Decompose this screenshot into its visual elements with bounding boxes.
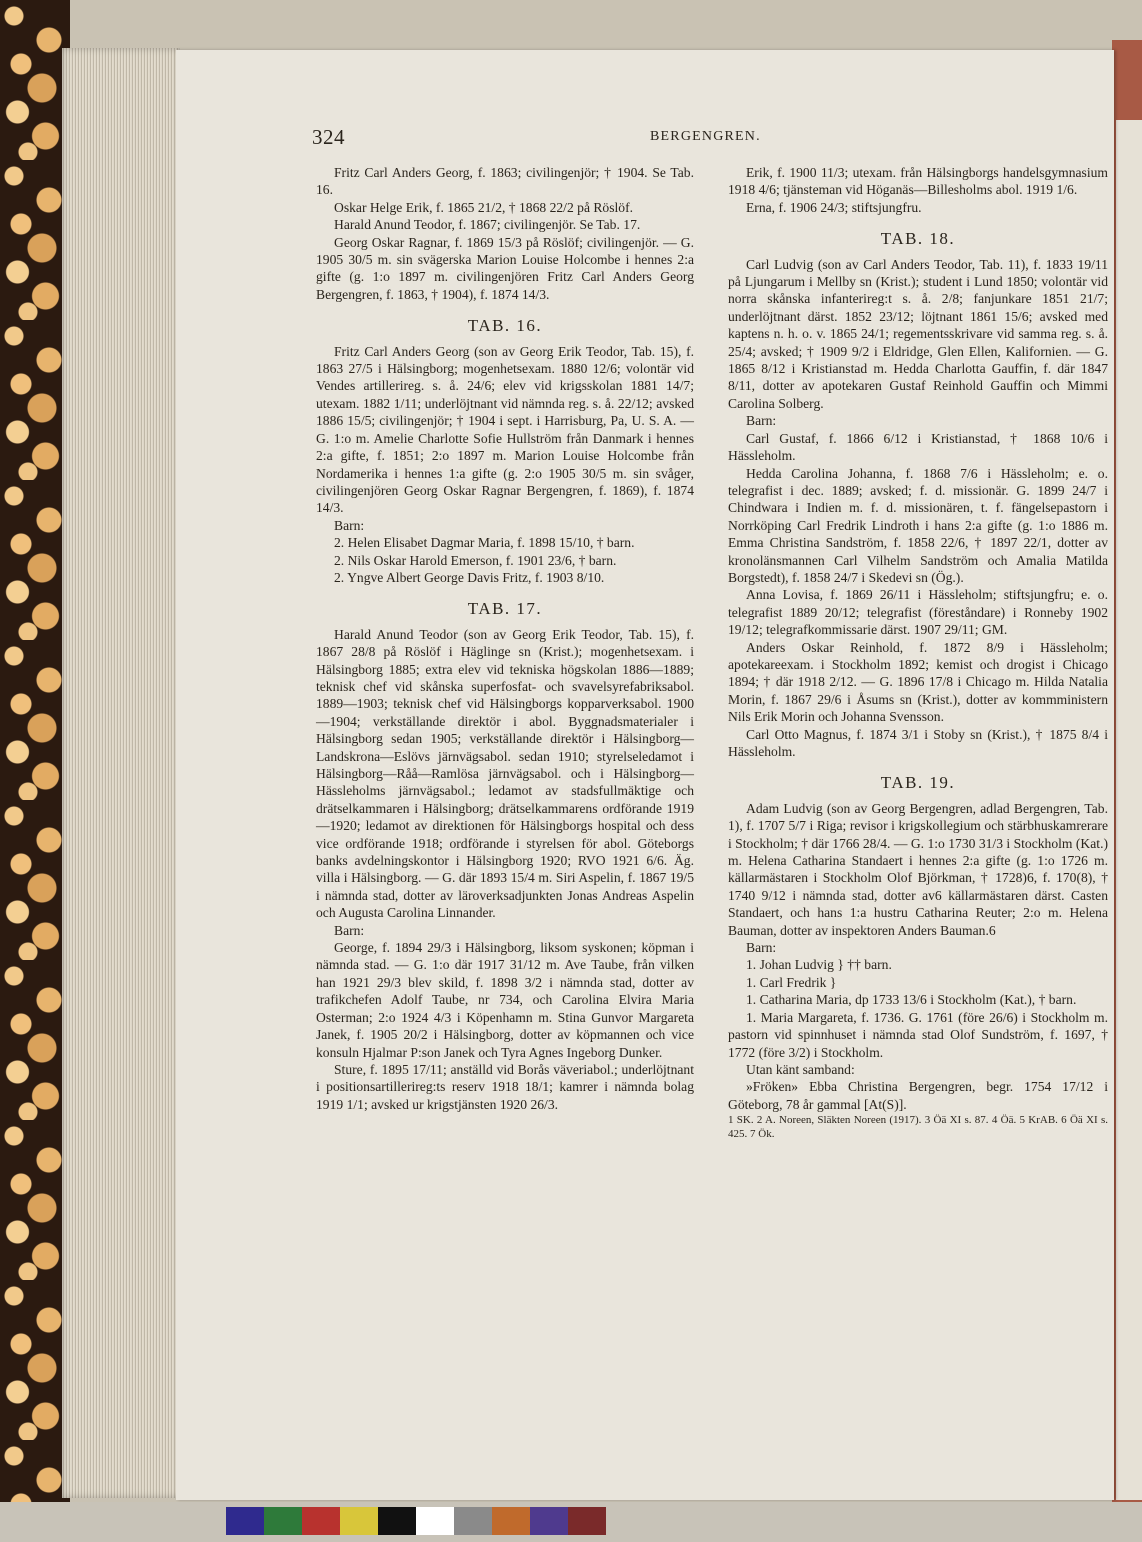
entry-tab19-adam-ludvig: Adam Ludvig (son av Georg Bergengren, adlad Bergengren, Tab. 1), f. 1707 5/7 i Riga; revisor i krigskollegium och stärbhuskamrerare i Stockholm; † där 1766 28/4. — G. 1:o 1730 31/3 i Stockholm (Kat.) m. Helena Catharina Standaert i hennes 2:a gifte (g. 1:o 1726 m. källarmästaren i Stockholm Olof Björkman, † 1728)6, f. 170(8), † 1740 9/12 i nämnda stad, dotter av6 källarmästaren därst. Casten Standaert, och hans 1:a hustru Catharina Reuter; 2:o m. Helena Bauman, dotter av inspektoren Anders Bauman.6	[728, 800, 1108, 938]
book-page	[176, 50, 1114, 1500]
entry-harald-brief: Harald Anund Teodor, f. 1867; civilingenjör. Se Tab. 17.	[334, 217, 641, 233]
calibration-swatch	[340, 1507, 378, 1535]
section-heading-tab19: TAB. 19.	[880, 773, 956, 793]
entry-ebba-christina: »Fröken» Ebba Christina Bergengren, begr. 1754 17/12 i Göteborg, 78 år gammal [At(S)].	[728, 1079, 1108, 1112]
child-carl-otto: Carl Otto Magnus, f. 1874 3/1 i Stoby sn (Krist.), † 1875 8/4 i Hässleholm.	[728, 726, 1108, 759]
page-edges	[62, 48, 180, 1498]
child-hedda: Hedda Carolina Johanna, f. 1868 7/6 i Hässleholm; e. o. telegrafist i dec. 1889; avsked; f. d. missionär. G. 1899 24/7 i Chindwara i Indien m. f. d. missionären, t. f. fängelsepastorn i Norrköping Carl Fredrik Lindroth i hans 2:a gifte (g. 1:o 1886 m. Emma Christina Sandström, f. 1858 22/6, † 1897 22/1, dotter av kronolänsmannen Carl Vilhelm Sandström och Amalia Matilda Borgstedt), f. 1858 24/7 i Skedevi sn (Ög.).	[728, 465, 1108, 585]
child-yngve: 2. Yngve Albert George Davis Fritz, f. 1903 8/10.	[334, 569, 605, 585]
calibration-swatch	[302, 1507, 340, 1535]
child-carl-fredrik: 1. Carl Fredrik }	[746, 974, 837, 990]
footnotes: 1 SK. 2 A. Noreen, Släkten Noreen (1917). 3 Öä XI s. 87. 4 Öä. 5 KrAB. 6 Öä XI s. 425. 7 Ök.	[728, 1114, 1108, 1141]
child-anna-lovisa: Anna Lovisa, f. 1869 26/11 i Hässleholm; stiftsjungfru; e. o. telegrafist 1889 20/12; telegrafist (föreståndare) i Ronneby 1902 19/12; telegrafkommissarie därst. 1907 29/11; GM.	[728, 587, 1108, 638]
entry-fritz-brief: Fritz Carl Anders Georg, f. 1863; civilingenjör; † 1904. Se Tab. 16.	[316, 165, 694, 198]
child-helen: 2. Helen Elisabet Dagmar Maria, f. 1898 15/10, † barn.	[334, 535, 635, 551]
unrelated-heading: Utan känt samband:	[746, 1061, 855, 1077]
calibration-swatch	[264, 1507, 302, 1535]
child-george: George, f. 1894 29/3 i Hälsingborg, liksom syskonen; köpman i nämnda stad. — G. 1:o där 1917 31/12 m. Ave Taube, från vilken han 1921 29/3 blev skild, f. 1898 3/2 i nämnda stad, dotter av trafikchefen Adolf Taube, nr 734, och Carolina Elvira Maria Osterman; 2:o 1924 4/3 i Köpenhamn m. Stina Gunvor Margareta Janek, f. 1905 20/2 i Hälsingborg, dotter av köpmannen och vice konsuln Hjalmar P:son Janek och Tyra Agnes Ingeborg Dunker.	[316, 940, 694, 1060]
page-number: 324	[312, 125, 345, 149]
calibration-swatch	[568, 1507, 606, 1535]
child-anders-oskar: Anders Oskar Reinhold, f. 1872 8/9 i Hässleholm; apotekareexam. i Stockholm 1892; kemist och drogist i Chicago 1894; † där 1918 2/12. — G. 1896 17/8 i Chicago m. Hilda Natalia Morin, f. 1867 29/6 i Åsums sn (Krist.), dotter av kommministern Nils Erik Morin och Johanna Svensson.	[728, 639, 1108, 725]
child-erik: Erik, f. 1900 11/3; utexam. från Hälsingborgs handelsgymnasium 1918 4/6; tjänsteman vid Höganäs—Billesholms abol. 1919 1/6.	[728, 165, 1108, 198]
calibration-swatch	[492, 1507, 530, 1535]
section-heading-tab17: TAB. 17.	[467, 599, 543, 619]
entry-tab16-fritz: Fritz Carl Anders Georg (son av Georg Erik Teodor, Tab. 15), f. 1863 27/5 i Hälsingborg; mogenhetsexam. 1880 12/6; volontär vid Vendes artillerireg. s. å. 24/6; elev vid krigsskolan 1881 14/7; utexam. 1882 1/11; underlöjtnant vid nämnda reg. s. å. 22/12; avsked 1886 15/5; civilingenjör; † 1904 i sept. i Harrisburg, Pa, U. S. A. — G. 1:o m. Amelie Charlotte Sofie Hullström från Danmark i hennes 2:a gifte, f. 1851; 2:o 1897 m. Marion Louise Holcombe från Nordamerika i hennes 1:a gifte (g. 2:o 1905 30/5 m. sin svåger, civilingenjören Georg Oskar Ragnar Bergengren, f. 1869), f. 1874 14/3.	[316, 343, 694, 516]
child-carl-gustaf: Carl Gustaf, f. 1866 6/12 i Kristianstad, † 1868 10/6 i Hässleholm.	[728, 430, 1108, 464]
entry-tab18-carl-ludvig: Carl Ludvig (son av Carl Anders Teodor, Tab. 11), f. 1833 19/11 på Ljungarum i Mellby sn (Krist.); student i Lund 1850; volontär vid norra skånska infanterireg:t s. å. 2/8; fanjunkare 1851 21/7; underlöjtnant därst. 1852 23/12; löjtnant 1861 15/6; avsked med kaptens n. h. o. v. 1865 24/1; regementsskrivare vid samma reg. s. å. 25/4; avsked; † 1909 9/2 i Eldridge, Glen Ellen, Kalifornien. — G. 1865 8/12 i Kristianstad m. Hedda Charlotta Gauffin, f. där 1847 8/11, dotter av apotekaren Gustaf Reinhold Gauffin och Mimmi Carolina Solberg.	[728, 256, 1108, 411]
child-sture: Sture, f. 1895 17/11; anställd vid Borås väveriabol.; underlöjtnant i positionsartillerireg:ts reserv 1918 18/1; kamrer i nämnda bolag 1919 1/1; avsked ur krigstjänsten 1920 26/3.	[316, 1061, 694, 1112]
color-calibration-cards	[226, 1507, 606, 1535]
entry-georg-oskar: Georg Oskar Ragnar, f. 1869 15/3 på Röslöf; civilingenjör. — G. 1905 30/5 m. sin svägerska Marion Louise Holcombe i hennes 2:a gifte (g. 1:o 1897 m. civilingenjören Fritz Carl Anders Georg Bergengren, f. 1863, † 1904), f. 1874 14/3.	[316, 234, 694, 302]
calibration-swatch	[454, 1507, 492, 1535]
children-heading: Barn:	[334, 517, 365, 533]
left-column	[316, 164, 694, 1113]
child-catharina: 1. Catharina Maria, dp 1733 13/6 i Stockholm (Kat.), † barn.	[746, 992, 1077, 1008]
facing-page-strip	[1116, 120, 1142, 1500]
child-johan-ludvig: 1. Johan Ludvig } †† barn.	[746, 957, 892, 973]
child-erna: Erna, f. 1906 24/3; stiftsjungfru.	[746, 199, 922, 215]
book-cover-marbled	[0, 0, 70, 1542]
calibration-swatch	[530, 1507, 568, 1535]
child-nils: 2. Nils Oskar Harold Emerson, f. 1901 23/6, † barn.	[334, 552, 617, 568]
section-heading-tab18: TAB. 18.	[880, 229, 956, 249]
right-column	[728, 164, 1108, 1141]
child-maria-margareta: 1. Maria Margareta, f. 1736. G. 1761 (före 26/6) i Stockholm m. pastorn vid spinnhuset i nämnda stad Olof Sundström, f. 1697, † 1772 (före 3/2) i Stockholm.	[728, 1009, 1108, 1060]
children-heading: Barn:	[746, 413, 777, 429]
entry-tab17-harald: Harald Anund Teodor (son av Georg Erik Teodor, Tab. 15), f. 1867 28/8 på Röslöf i Häglinge sn (Krist.); mogenhetsexam. i Hälsingborg 1885; extra elev vid tekniska högskolan 1886—1889; teknisk chef vid skånska superfosfat- och svavelsyrefabriksabol. 1889—1903; teknisk chef vid Hälsingborgs kopparverksabol. 1900—1904; verkställande direktör i abol. Byggnadsmaterialer i Hälsingborg sedan 1905; verkställande direktör i Hälsingborg—Landskrona—Eslövs järnvägsabol. sedan 1910; styrelseledamot i Hälsingborg—Råå—Ramlösa järnvägsabol. och i Hälsingborg—Hässleholms järnvägsabol.; ledamot av stadsfullmäktige och drätselkammaren i Hälsingborg; drätselkammarens ordförande 1919—1920; ledamot av direktionen för Hälsingborgs hospital och dess vice ordförande 1918; ordförande i styrelsen för abol. Göteborgs banks avdelningskontor i Hälsingborg 1920; RVO 1921 6/6. Äg. villa i Hälsingborg. — G. där 1893 15/4 m. Siri Aspelin, f. 1867 19/5 i nämnda stad, dotter av läroverksadjunkten Jonas Andreas Aspelin och Augusta Carolina Linnander.	[316, 626, 694, 921]
calibration-swatch	[378, 1507, 416, 1535]
children-heading: Barn:	[746, 940, 777, 956]
calibration-swatch	[416, 1507, 454, 1535]
children-heading: Barn:	[334, 922, 365, 938]
running-title: BERGENGREN.	[650, 129, 761, 144]
section-heading-tab16: TAB. 16.	[467, 316, 543, 336]
entry-oskar-helge: Oskar Helge Erik, f. 1865 21/2, † 1868 22/2 på Röslöf.	[334, 199, 634, 215]
calibration-swatch	[226, 1507, 264, 1535]
